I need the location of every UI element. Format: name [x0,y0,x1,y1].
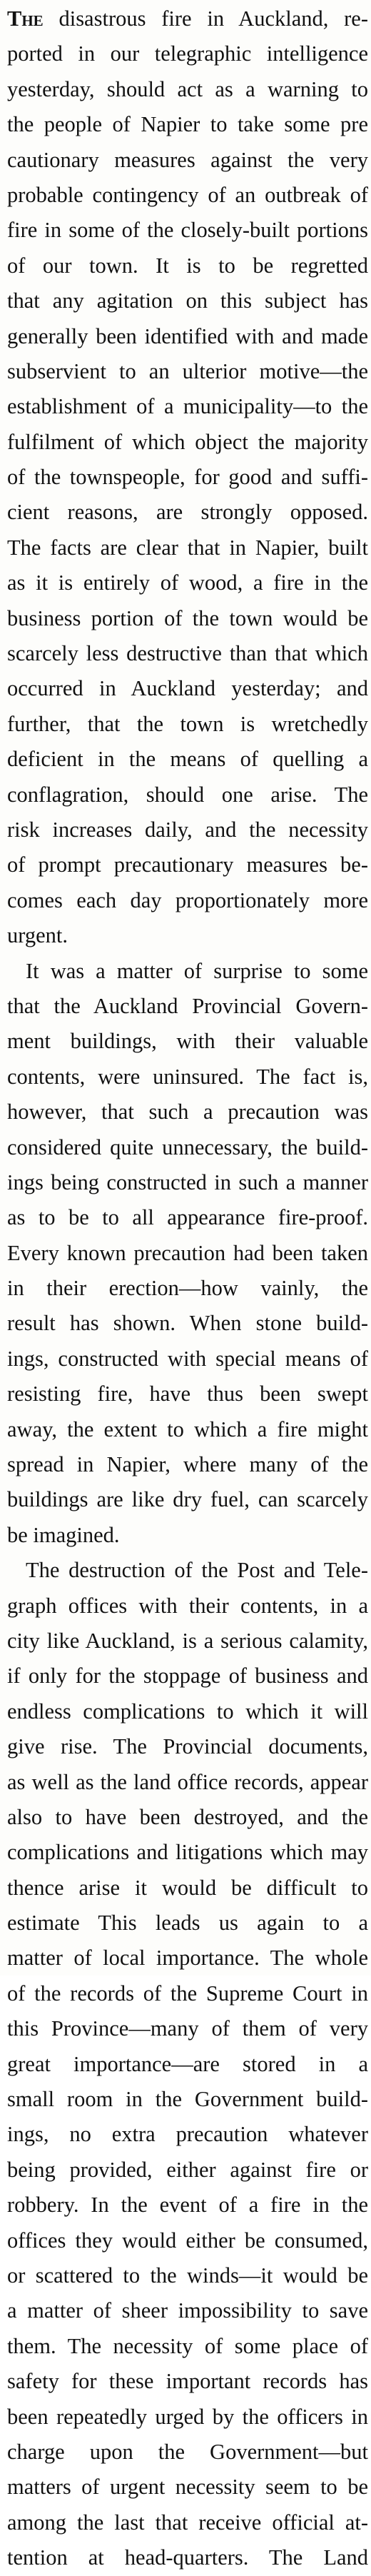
text-line: occurred in Auckland yesterday; and [7,676,368,701]
text-line: that the Auckland Provincial Govern- [7,993,368,1018]
text-line: spread in Napier, where many of the [7,1452,368,1477]
text-line: safety for these important records has [7,2369,368,2394]
text-line: been repeatedly urged by the officers in [7,2404,368,2429]
text-line: being provided, either against fire or [7,2157,368,2182]
text-line: give rise. The Provincial documents, [7,1734,368,1759]
text-line: fulfilment of which object the majority [7,429,368,454]
text-line: establishment of a municipality—to the [7,394,368,419]
text-line: charge upon the Government—but [7,2439,368,2464]
text-line: if only for the stoppage of business and [7,1664,368,1689]
text-line: also to have been destroyed, and the [7,1804,368,1829]
text-line: complications and litigations which may [7,1840,368,1865]
text-line: The facts are clear that in Napier, built [7,535,368,560]
text-line: however, that such a precaution was [7,1100,368,1125]
text-line: subservient to an ulterior motive—the [7,358,368,383]
text-line: estimate This leads us again to a [7,1911,368,1936]
text-line: be imagined. [7,1522,120,1547]
text-line: cautionary measures against the very [7,147,368,172]
text-line: Every known precaution had been taken [7,1240,368,1265]
text-line: contents, were uninsured. The fact is, [7,1064,368,1089]
text-line: offices they would either be consumed, [7,2228,368,2253]
text-line: as to be to all appearance fire-proof. [7,1205,368,1230]
text-line [7,1,368,36]
text-line: graph offices with their contents, in a [7,1593,368,1618]
text-line: comes each day proportionately more [7,887,368,912]
text-line: of our town. It is to be regretted [7,253,368,278]
text-line: matters of urgent necessity seem to be [7,2475,368,2500]
text-line: ings, no extra precaution whatever [7,2122,368,2147]
text-line: as it is entirely of wood, a fire in the [7,570,368,595]
text-line: probable contingency of an outbreak of [7,182,368,207]
text-line: generally been identified with and made [7,323,368,348]
text-line: that any agitation on this subject has [7,288,368,313]
text-line: deficient in the means of quelling a [7,747,368,772]
text-line: them. The necessity of some place of [7,2333,368,2358]
text-line: urgent. [7,923,68,948]
text-line: risk increases daily, and the necessity [7,817,368,842]
text-line: resisting fire, have thus been swept [7,1382,368,1407]
text-line: away, the extent to which a fire might [7,1417,368,1442]
text-line: the people of Napier to take some pre [7,112,368,137]
text-line: The destruction of the Post and Tele- [26,1558,368,1583]
text-line: fire in some of the closely-built portions [7,218,368,243]
text-line: considered quite unnecessary, the build- [7,1134,368,1159]
text-line: in their erection—how vainly, the [7,1276,368,1301]
lead-word: The [7,6,44,31]
text-line: scarcely less destructive than that which [7,641,368,666]
text-line: robbery. In the event of a fire in the [7,2193,368,2218]
text-line: of the townspeople, for good and suffi- [7,465,368,490]
article-column [7,1,368,2576]
text-line-content: disastrous fire in Auckland, re- [43,6,368,31]
text-line: as well as the land office records, appear [7,1769,368,1794]
text-line: yesterday, should act as a warning to [7,76,368,101]
text-line: of the records of the Supreme Court in [7,1981,368,2006]
text-line: of prompt precautionary measures be- [7,852,368,877]
text-line: great importance—are stored in a [7,2051,368,2076]
text-line: among the last that receive official at- [7,2510,368,2535]
text-line: It was a matter of surprise to some [26,958,368,983]
text-line: result has shown. When stone build- [7,1311,368,1336]
text-line: business portion of the town would be [7,605,368,630]
text-line: further, that the town is wretchedly [7,711,368,736]
text-line: thence arise it would be difficult to [7,1875,368,1900]
text-line: this Province—many of them of very [7,2016,368,2041]
text-line: ings, constructed with special means of [7,1346,368,1371]
text-line: small room in the Government build- [7,2087,368,2112]
paragraph-1 [7,1,368,954]
text-line: ings being constructed in such a manner [7,1169,368,1194]
text-line: ment buildings, with their valuable [7,1029,368,1054]
text-line: city like Auckland, is a serious calamity, [7,1628,368,1653]
text-line: conflagration, should one arise. The [7,782,368,807]
text-line: cient reasons, are strongly opposed. [7,500,368,525]
paragraph-2 [7,954,368,1554]
text-line: or scattered to the winds—it would be [7,2263,368,2288]
text-line: endless complications to which it will [7,1699,368,1724]
text-line: tention at head-quarters. The Land [7,2545,368,2570]
text-line: a matter of sheer impossibility to save [7,2298,368,2323]
text-line: matter of local importance. The whole [7,1946,368,1971]
text-line: buildings are like dry fuel, can scarcely [7,1487,368,1512]
text-line: ported in our telegraphic intelligence [7,41,368,66]
paragraph-3 [7,1553,368,2575]
